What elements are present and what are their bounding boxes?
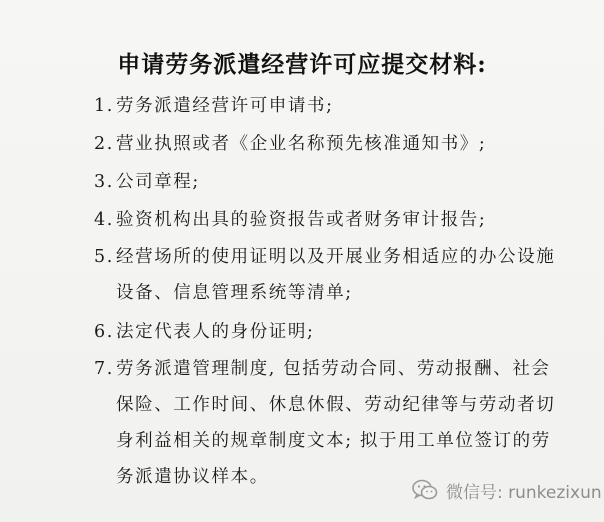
item-number: 1. xyxy=(94,96,114,116)
item-number: 3. xyxy=(94,172,114,192)
item-text: 经营场所的使用证明以及开展业务相适应的办公设施 xyxy=(116,247,556,267)
item-number: 5. xyxy=(94,247,114,267)
item-text: 公司章程; xyxy=(116,172,200,192)
item-number: 6. xyxy=(94,322,114,342)
list-item-3 xyxy=(94,168,200,193)
item-text-continuation: 务派遣协议样本。 xyxy=(116,467,269,487)
item-number: 2. xyxy=(94,134,114,154)
item-text: 劳务派遣经营许可申请书; xyxy=(116,96,334,116)
watermark-text: 微信号: runkezixun xyxy=(446,482,602,503)
wechat-watermark xyxy=(412,476,602,504)
document-title: 申请劳务派遣经营许可应提交材料: xyxy=(117,51,487,78)
item-text: 劳务派遣管理制度, 包括劳动合同、劳动报酬、社会 xyxy=(116,359,551,379)
list-item-5 xyxy=(94,243,555,268)
list-item-2 xyxy=(94,130,486,155)
item-number: 7. xyxy=(94,359,114,379)
item-number: 4. xyxy=(94,210,114,230)
item-text-continuation: 设备、信息管理系统等清单; xyxy=(116,283,353,303)
item-text: 营业执照或者《企业名称预先核准通知书》; xyxy=(116,134,487,154)
list-item-1 xyxy=(94,92,334,117)
list-item-4 xyxy=(94,206,486,231)
item-text-continuation: 身利益相关的规章制度文本; 拟于用工单位签订的劳 xyxy=(116,431,551,451)
item-text: 验资机构出具的验资报告或者财务审计报告; xyxy=(116,210,487,230)
list-item-6 xyxy=(94,318,315,343)
list-item-7 xyxy=(94,355,551,380)
item-text-continuation: 保险、工作时间、休息休假、劳动纪律等与劳动者切 xyxy=(116,395,556,415)
item-text: 法定代表人的身份证明; xyxy=(116,322,315,342)
wechat-icon xyxy=(412,479,438,501)
